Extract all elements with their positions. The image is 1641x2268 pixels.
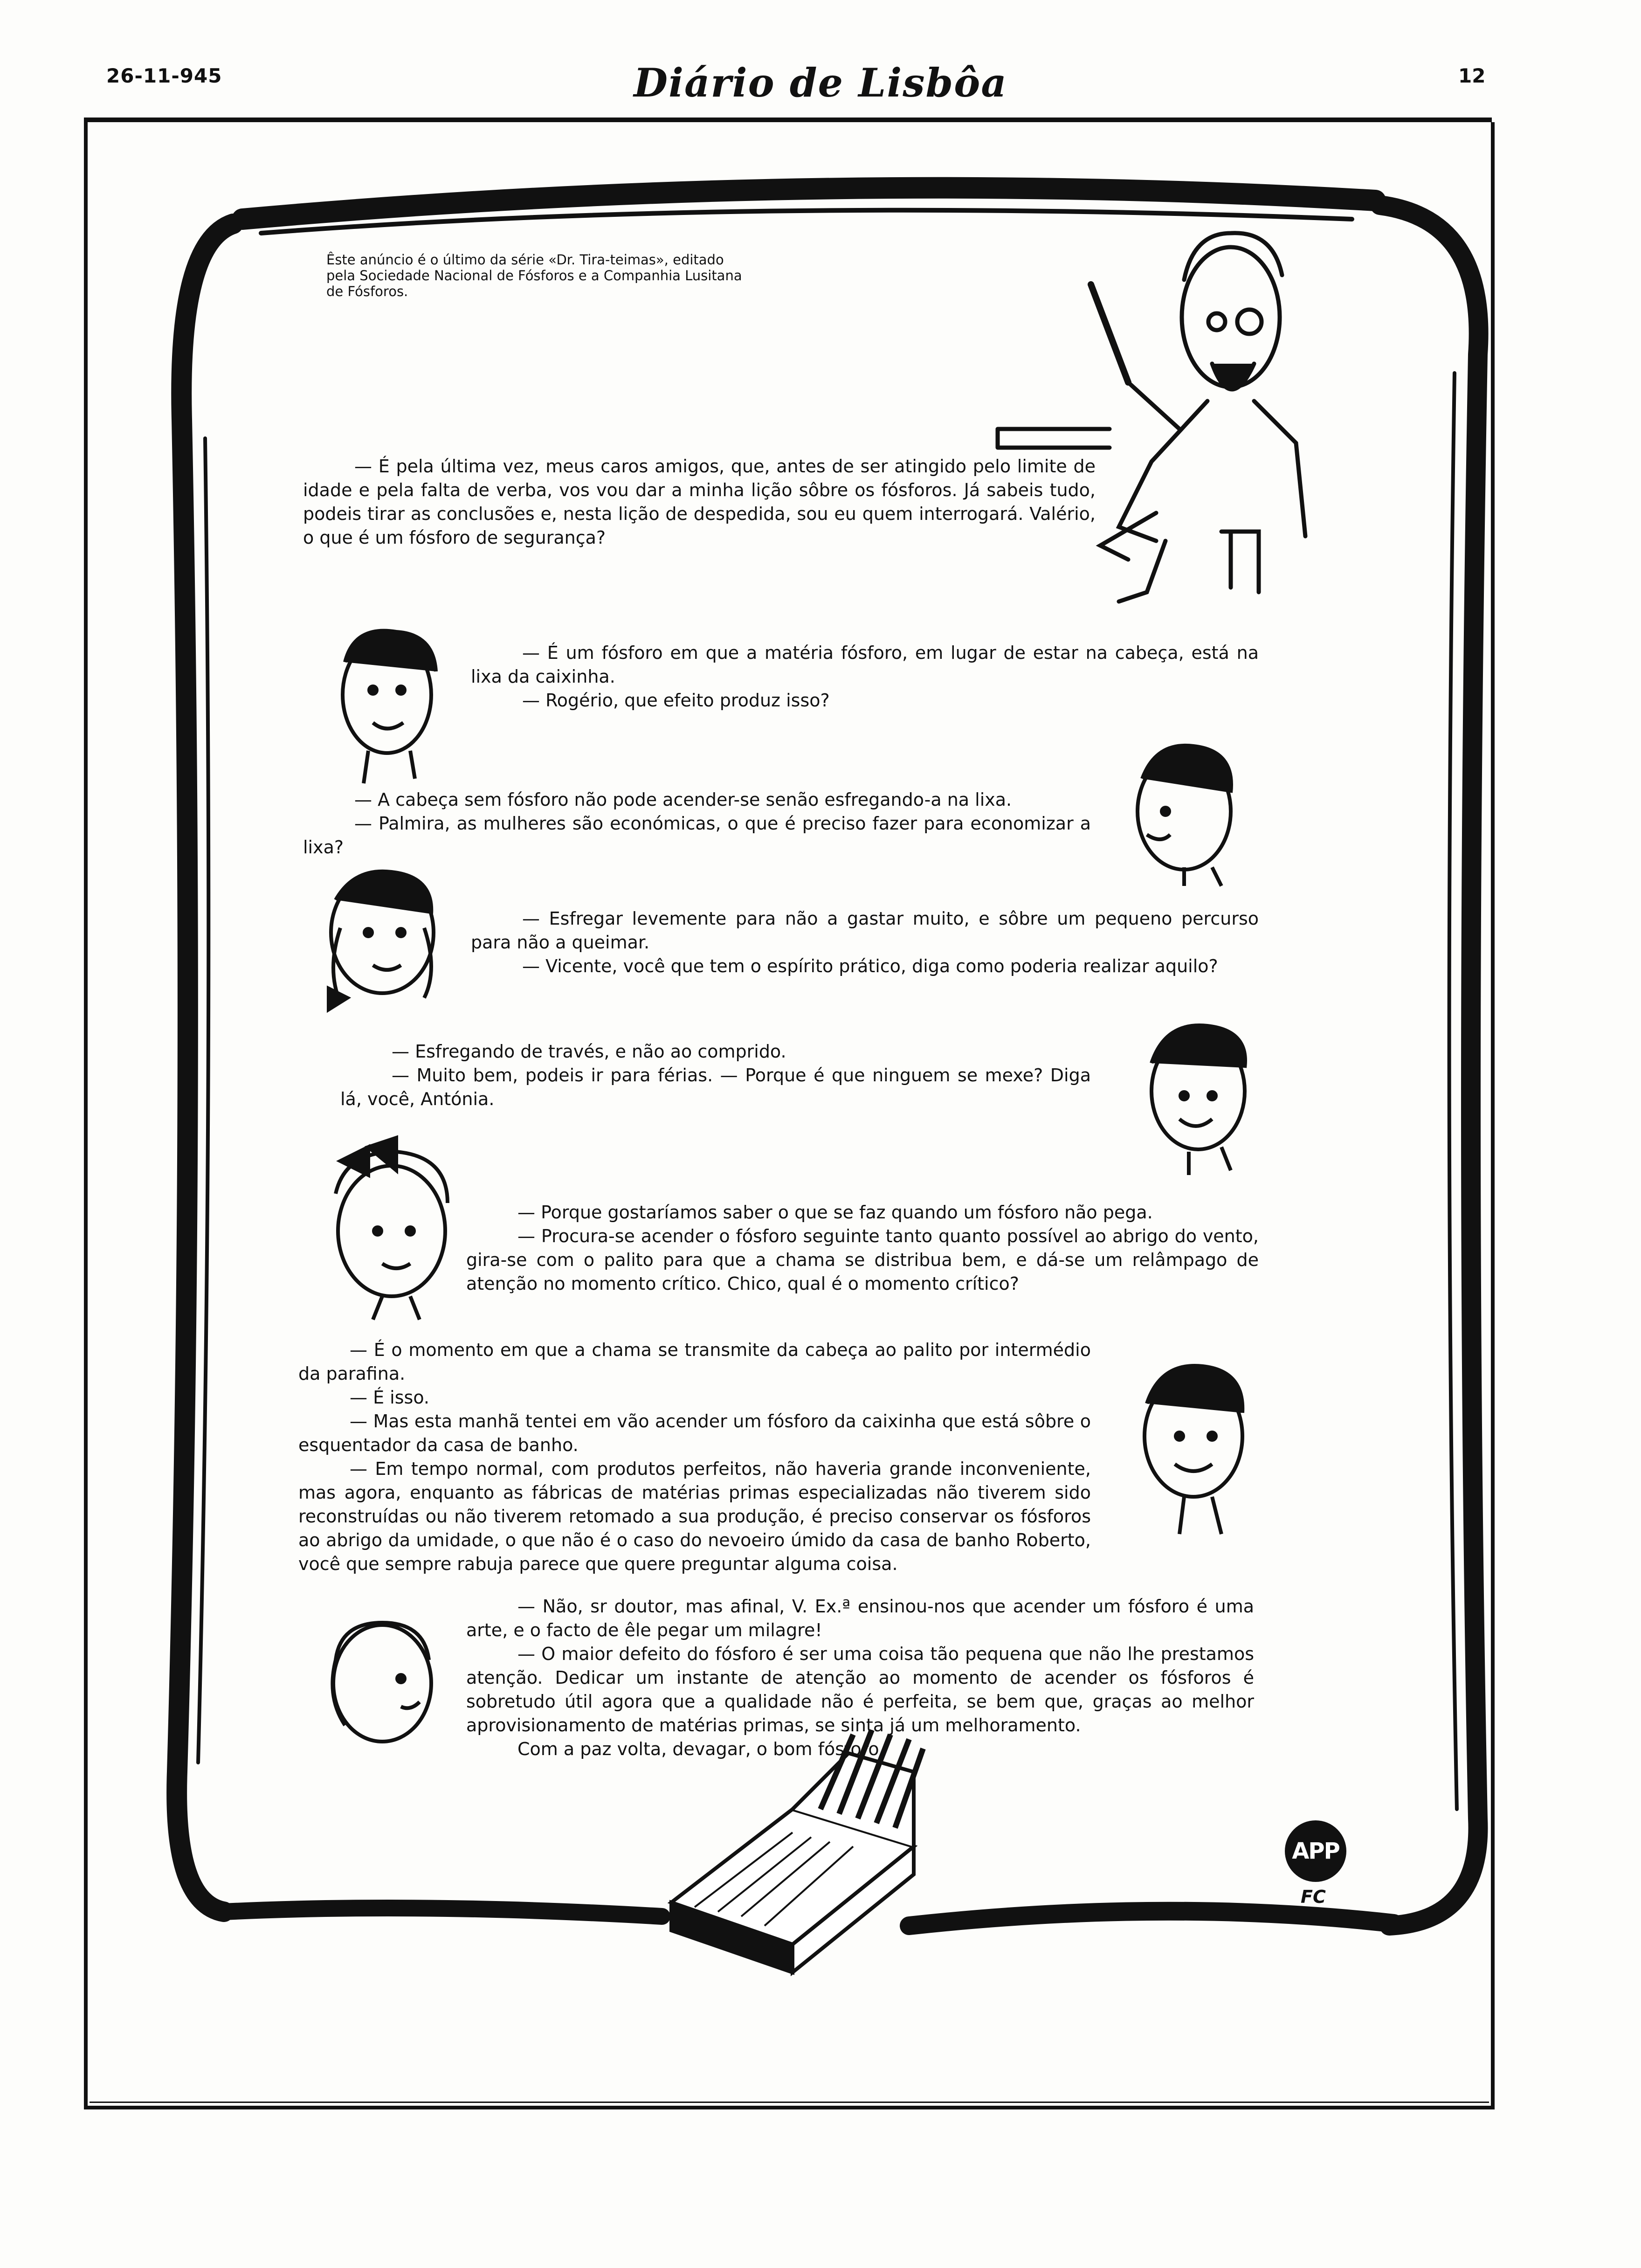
- dialogue-teacher-intro: [303, 455, 1096, 550]
- matchbox-illustration: [671, 1730, 923, 1972]
- dialogue-line: — Muito bem, podeis ir para férias. — Porque é que ninguem se mexe? Diga lá, você, Antónia.: [340, 1065, 1091, 1109]
- dialogue-line: — Em tempo normal, com produtos perfeitos, não haveria grande inconveniente, mas agora, enquanto as fábricas de matérias primas especializadas não tiverem sido reconstruídas ou não tiverem retomado a sua produção, é preciso conservar os fósforos ao abrigo da umidade, o que não é o caso do nevoeiro úmido da casa de banho Roberto, você que sempre rabuja parece que quere preguntar alguma coisa.: [298, 1459, 1091, 1574]
- dialogue-line: Com a paz volta, devagar, o bom fósforo.: [517, 1739, 885, 1759]
- dialogue-valerio: [471, 641, 1259, 712]
- dialogue-rogerio: [303, 788, 1091, 859]
- dialogue-chico: [298, 1338, 1091, 1576]
- dialogue-line: — A cabeça sem fósforo não pode acender-se senão esfregando-a na lixa.: [354, 789, 1012, 810]
- boy-head-2: [1138, 746, 1231, 886]
- dialogue-line: — Vicente, você que tem o espírito prático, diga como poderia realizar aquilo?: [522, 956, 1218, 976]
- boy-head-1: [343, 631, 436, 783]
- issue-date: 26-11-945: [106, 64, 222, 87]
- dialogue-line: — Rogério, que efeito produz isso?: [522, 690, 830, 711]
- app-logo: APP: [1285, 1820, 1346, 1882]
- dialogue-line: — Esfregando de través, e não ao comprido.: [392, 1041, 786, 1062]
- boy-head-3: [1151, 1025, 1245, 1175]
- dialogue-antonia: [466, 1201, 1259, 1296]
- girl-head-bow: [336, 1138, 448, 1320]
- dialogue-line: — É o momento em que a chama se transmite da cabeça ao palito por intermédio da parafina.: [298, 1340, 1091, 1384]
- fc-logo-mark: FC: [1301, 1887, 1326, 1907]
- dialogue-line: — Procura-se acender o fósforo seguinte tanto quanto possível ao abrigo do vento, gira-se com o palito para que a chama se distribua bem, e dá-se um relâmpago de atenção no momento crítico. Chico, qual é o momento crítico?: [466, 1226, 1259, 1294]
- dialogue-line: — É um fósforo em que a matéria fósforo, em lugar de estar na cabeça, está na lixa da caixinha.: [471, 643, 1259, 687]
- dialogue-line: — É isso.: [350, 1387, 429, 1408]
- dialogue-line: — Porque gostaríamos saber o que se faz quando um fósforo não pega.: [517, 1202, 1153, 1223]
- dialogue-line: — É pela última vez, meus caros amigos, que, antes de ser atingido pelo limite de idade e pela falta de verba, vos vou dar a minha lição sôbre os fósforos. Já sabeis tudo, podeis tirar as conclusões e, nesta lição de despedida, sou eu quem interrogará. Valério, o que é um fósforo de segurança?: [303, 456, 1096, 548]
- dialogue-roberto: [466, 1595, 1254, 1761]
- dialogue-line: — Esfregar levemente para não a gastar muito, e sôbre um pequeno percurso para não a queimar.: [471, 908, 1259, 953]
- page-number: 12: [1458, 64, 1486, 87]
- dialogue-line: — Não, sr doutor, mas afinal, V. Ex.ª ensinou-nos que acender um fósforo é uma arte, e o facto de êle pegar um milagre!: [466, 1596, 1254, 1640]
- dialogue-line: — Palmira, as mulheres são económicas, o que é preciso fazer para economizar a lixa?: [303, 813, 1091, 857]
- girl-head-braids: [329, 871, 434, 1010]
- newspaper-masthead: Diário de Lisbôa: [634, 60, 1007, 106]
- dialogue-line: — O maior defeito do fósforo é ser uma coisa tão pequena que não lhe prestamos atenção. Dedicar um instante de atenção ao momento de acender os fósforos é sobretudo útil agora que a qualidade não é perfeita, se bem que, graças ao melhor aprovisionamento de matérias primas, se sinta já um melhoramento.: [466, 1644, 1254, 1736]
- series-note: Êste anúncio é o último da série «Dr. Tira-teimas», editado pela Sociedade Nacional de Fósforos e a Companhia Lusitana de Fósforos.: [326, 252, 742, 299]
- dialogue-palmira: [471, 907, 1259, 978]
- dialogue-vicente: [340, 1040, 1091, 1111]
- girl-head-side: [332, 1623, 431, 1742]
- dialogue-line: — Mas esta manhã tentei em vão acender um fósforo da caixinha que está sôbre o esquentador da casa de banho.: [298, 1411, 1091, 1455]
- boy-head-4: [1145, 1366, 1242, 1534]
